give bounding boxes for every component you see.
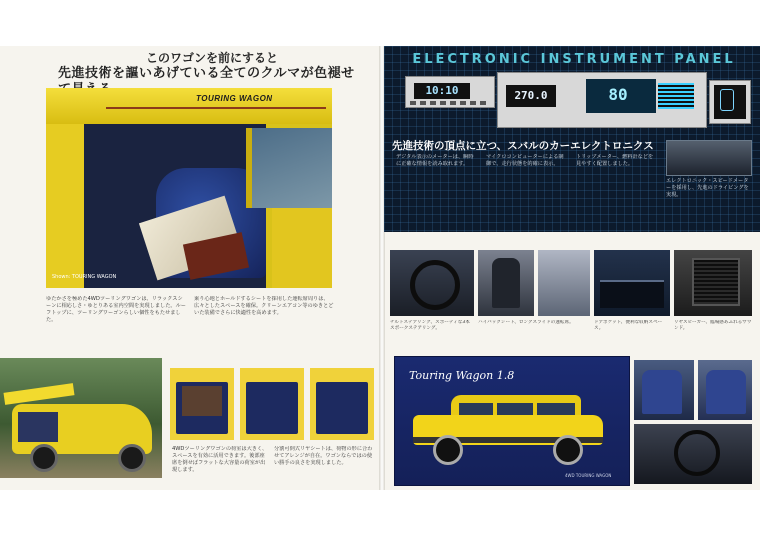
cargo-photo-1 [170,368,234,440]
photo-seat-adjust [538,250,590,316]
steering-wheel-icon [674,430,720,476]
caption-seat: ハイバックシート、ロングスライドの運転席。 [478,320,574,325]
side-window [246,128,332,208]
panel-text-2: マイクロコンピューターによる制御で、走行状態を的確に表示。 [486,154,564,167]
panel-subtitle: 先進技術の頂点に立つ、スバルのカーエレクトロニクス [392,140,654,152]
cargo-photo-2 [240,368,304,440]
caption-door-pocket: ドアポケット、便利な収納スペース。 [594,320,663,331]
yellow-wagon [413,391,603,461]
wheel-icon [553,435,583,465]
caption-speaker: リヤスピーカー、臨場感あふれるサウンド。 [674,320,752,331]
caption-steering: チルトステアリング、スポーティな3本スポークステアリング。 [390,320,470,331]
photo-caption: Shown: TOURING WAGON [52,274,117,280]
touring-wagon-title: Touring Wagon 1.8 [409,369,515,382]
body-text-4: 分割可倒式リヤシートは、荷物の形に合わせてアレンジが自在。ワゴンならではの使い勝手の良さを実現しました。 [274,446,373,466]
cargo-photo-3 [310,368,374,440]
door-pocket [600,280,664,308]
clock-unit [405,76,495,108]
main-photo-car-interior [46,88,332,288]
car-roof [46,88,332,124]
speed-display: 80 [608,85,628,104]
body-stripe [106,107,326,109]
instrument-displays [405,72,753,130]
bar-gauge [658,83,694,109]
clock-buttons [410,101,490,105]
photo-steering-wheel [390,250,474,316]
photo-seat [478,250,534,316]
speaker-icon [692,258,740,306]
cargo-items [182,386,222,416]
photo-door-pocket [594,250,670,316]
photo-dashboard [634,424,752,484]
body-text-1: ゆたかさを極めた4WDツーリングワゴンは、リラックスシーンに相応しさ・ゆとりある室内空間を実現しました。ルーフトップに、ツーリングワーゴンらしい個性をもたせました。 [46,296,186,323]
cargo-space [246,382,298,434]
car-outline-icon [720,89,734,111]
photo-rear-seats [634,360,694,420]
main-instrument-display [497,72,707,128]
open-door [46,124,84,288]
wheel-icon [30,444,58,472]
wheel-icon [118,444,146,472]
touring-wagon-feature [394,356,630,486]
open-hatch [4,383,75,405]
photo-speaker [674,250,752,316]
touring-wagon-label: 4WD TOURING WAGON [565,473,612,478]
speedometer-inset-photo [666,140,752,176]
photo-folded-seats [698,360,752,420]
seat-icon [642,370,682,414]
panel-text-3: トリップメーター、燃料計などを見やすく配置しました。 [576,154,654,167]
panel-text-1: デジタル表示のメーターは、瞬時に正確な情報を読み取れます。 [396,154,474,167]
body-text-2: 乗り心地とホールドするシートを採用した運転席周りは、広々としたスペースを確保。クリーンエアコン等のゆきとどいた装備でさらに快適性を高めます。 [194,296,334,316]
rear-body-panel [272,208,332,288]
photo-wagon-open-hatch [0,358,162,478]
seat-icon [706,370,746,414]
headline-line-2: 先進技術を謳いあげている全てのクルマが色褪せ [58,66,355,81]
panel-text-4: エレクトロニック・スピードメーターを採用し、先進のドライビングを実現。 [666,178,749,198]
car-status-diagram [709,80,751,124]
wagon-interior [18,412,58,442]
wheel-icon [433,435,463,465]
panel-title: ELECTRONIC INSTRUMENT PANEL [412,52,736,67]
seat-icon [492,258,520,308]
clock-display: 10:10 [414,83,470,99]
body-text-3: 4WDツーリングワゴンの荷室は大きく、スペースを有効に活用できます。後部座席を倒せばフラットな大容量の荷室が出現します。 [172,446,268,473]
odometer-display: 270.0 [506,85,556,107]
cargo-space [316,382,368,434]
headline-line-1: このワゴンを前にすると [146,51,279,65]
touring-wagon-badge: TOURING WAGON [196,94,273,103]
steering-wheel-icon [410,260,460,310]
